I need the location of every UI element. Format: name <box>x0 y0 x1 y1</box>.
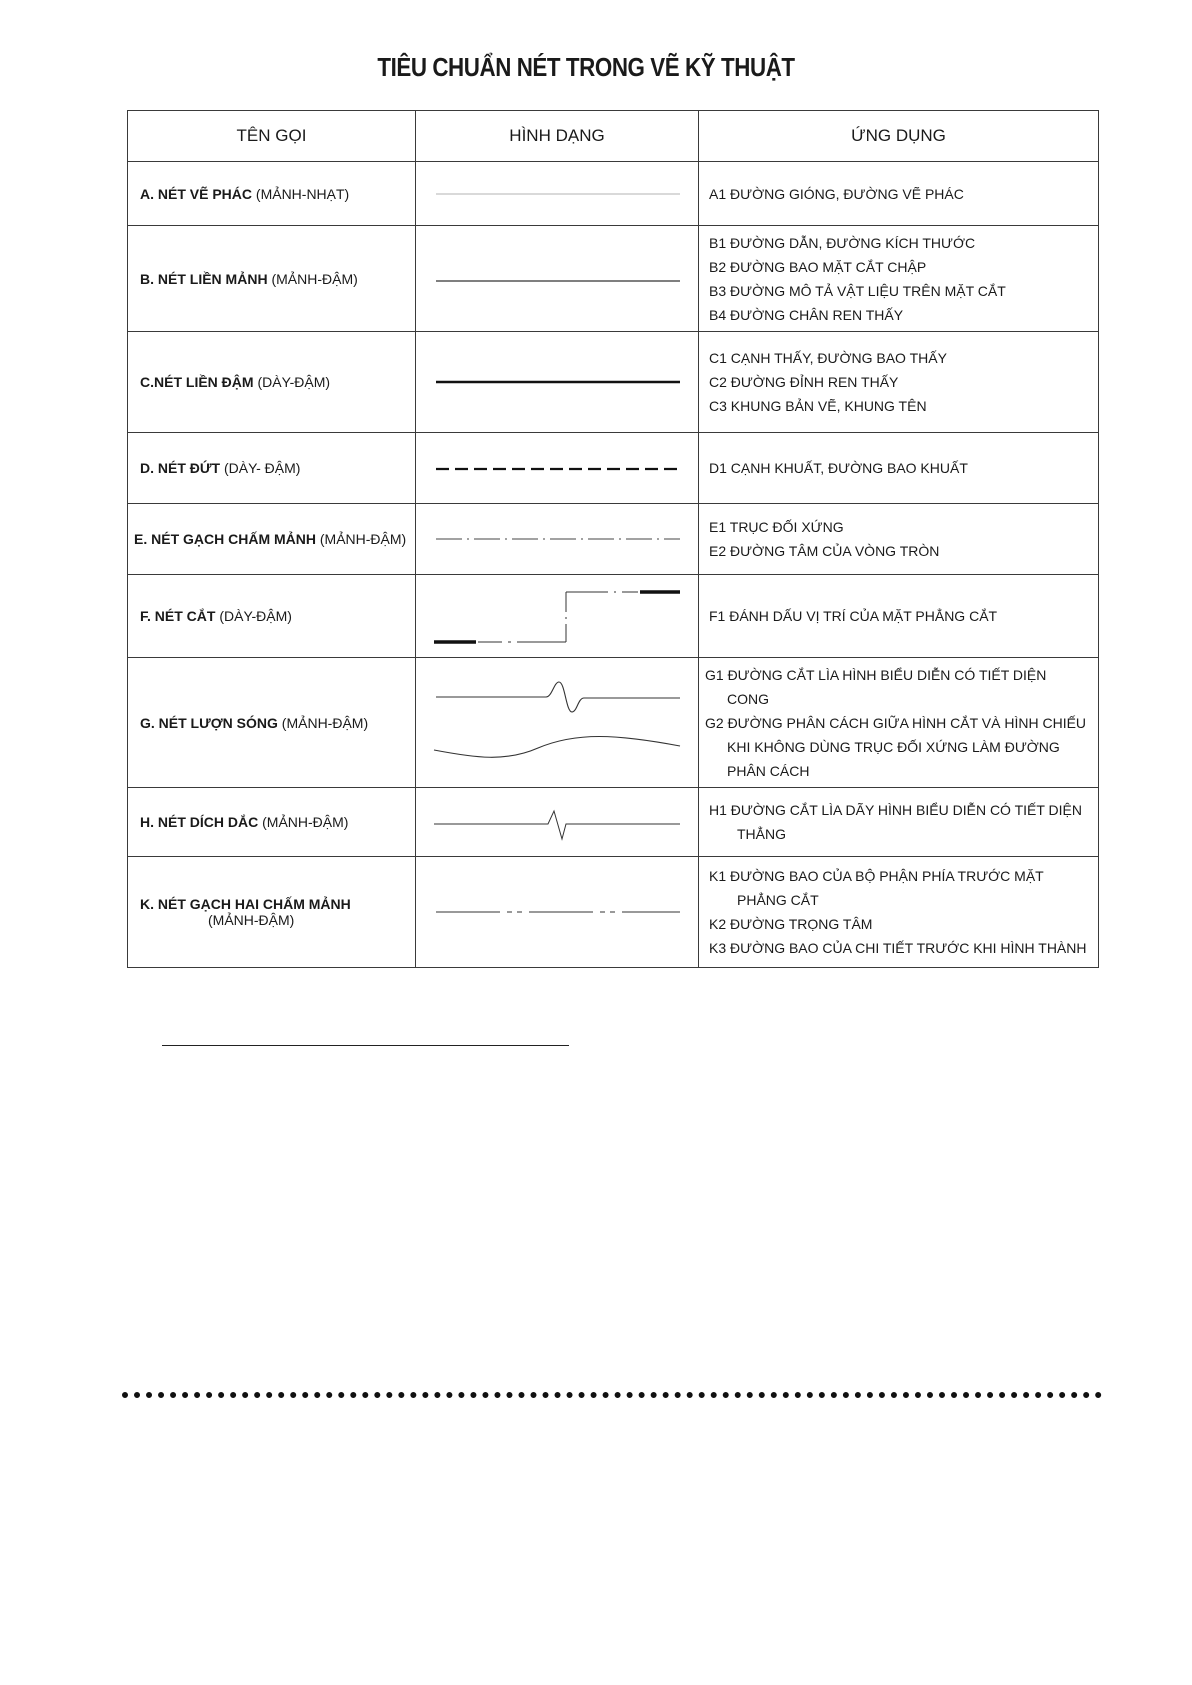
dash-dot-line-icon <box>416 504 699 575</box>
row-name: G. NÉT LƯỢN SÓNG (MẢNH-ĐẬM) <box>128 658 416 788</box>
row-applications <box>699 332 1099 433</box>
dash-double-dot-line-icon <box>416 857 699 968</box>
application-item: E2 ĐƯỜNG TÂM CỦA VÒNG TRÒN <box>709 543 940 559</box>
table-row <box>128 504 1099 575</box>
page-title: TIÊU CHUẨN NÉT TRONG VẼ KỸ THUẬT <box>377 52 795 82</box>
table-row <box>128 332 1099 433</box>
application-item: G1 ĐƯỜNG CẮT LÌA HÌNH BIỂU DIỄN CÓ TIẾT DIỆN <box>705 666 1047 683</box>
row-applications <box>699 433 1099 504</box>
row-name: A. NÉT VẼ PHÁC (MẢNH-NHẠT) <box>128 162 416 226</box>
table-row <box>128 788 1099 857</box>
dashed-line-icon <box>416 433 699 504</box>
row-name: H. NÉT DÍCH DẮC (MẢNH-ĐẬM) <box>128 788 416 857</box>
table-row <box>128 162 1099 226</box>
row-applications <box>699 504 1099 575</box>
cutting-plane-line-icon <box>416 575 699 658</box>
application-item: C2 ĐƯỜNG ĐỈNH REN THẤY <box>709 374 899 390</box>
row-applications <box>699 162 1099 226</box>
table-header-row <box>128 111 1099 162</box>
row-applications <box>699 658 1099 788</box>
row-name: K. NÉT GẠCH HAI CHẤM MẢNH (MẢNH-ĐẬM) <box>128 857 416 968</box>
row-name: E. NÉT GẠCH CHẤM MẢNH (MẢNH-ĐẬM) <box>128 504 416 575</box>
application-item: H1 ĐƯỜNG CẮT LÌA DÃY HÌNH BIỂU DIỄN CÓ TIẾT DIỆN <box>709 802 1083 818</box>
application-item: K2 ĐƯỜNG TRỌNG TÂM <box>709 916 873 932</box>
row-name: D. NÉT ĐỨT (DÀY- ĐẬM) <box>128 433 416 504</box>
application-item: G2 ĐƯỜNG PHÂN CÁCH GIỮA HÌNH CẮT VÀ HÌNH CHIẾU <box>705 714 1087 731</box>
header-shape: HÌNH DẠNG <box>416 111 699 162</box>
header-name: TÊN GỌI <box>128 111 416 162</box>
row-name: B. NÉT LIỀN MẢNH (MẢNH-ĐẬM) <box>128 226 416 332</box>
wavy-line-icon <box>416 658 699 788</box>
row-applications <box>699 857 1099 968</box>
application-item: B1 ĐƯỜNG DẪN, ĐƯỜNG KÍCH THƯỚC <box>709 234 976 251</box>
table-row <box>128 658 1099 788</box>
application-item: B4 ĐƯỜNG CHÂN REN THẤY <box>709 306 904 323</box>
application-item: E1 TRỤC ĐỐI XỨNG <box>709 519 844 535</box>
table-row <box>128 857 1099 968</box>
row-applications <box>699 575 1099 658</box>
row-applications <box>699 788 1099 857</box>
zigzag-line-icon <box>416 788 699 857</box>
line-standards-table <box>127 110 1099 968</box>
application-item: CONG <box>727 690 769 707</box>
application-item: C3 KHUNG BẢN VẼ, KHUNG TÊN <box>709 398 927 414</box>
table-row <box>128 575 1099 658</box>
application-item: D1 CẠNH KHUẤT, ĐƯỜNG BAO KHUẤT <box>709 460 968 476</box>
application-item: C1 CẠNH THẤY, ĐƯỜNG BAO THẤY <box>709 350 947 366</box>
footnote-separator-line <box>162 1045 569 1046</box>
application-item: PHẲNG CẮT <box>737 892 819 908</box>
application-item: B2 ĐƯỜNG BAO MẶT CẮT CHẬP <box>709 258 927 275</box>
application-item: K1 ĐƯỜNG BAO CỦA BỘ PHẬN PHÍA TRƯỚC MẶT <box>709 868 1044 884</box>
thin-solid-line-icon <box>416 226 699 332</box>
table-row <box>128 226 1099 332</box>
application-item: THẲNG <box>737 826 786 842</box>
header-application: ỨNG DỤNG <box>699 111 1099 162</box>
thick-solid-line-icon <box>416 332 699 433</box>
row-name: C.NÉT LIỀN ĐẬM (DÀY-ĐẬM) <box>128 332 416 433</box>
application-item: A1 ĐƯỜNG GIÓNG, ĐƯỜNG VẼ PHÁC <box>709 185 964 202</box>
table-row <box>128 433 1099 504</box>
application-item: B3 ĐƯỜNG MÔ TẢ VẬT LIỆU TRÊN MẶT CẮT <box>709 282 1006 299</box>
row-applications <box>699 226 1099 332</box>
thin-light-line-icon <box>416 162 699 226</box>
dotted-cut-line <box>122 1392 1102 1398</box>
application-item: K3 ĐƯỜNG BAO CỦA CHI TIẾT TRƯỚC KHI HÌNH THÀNH <box>709 940 1087 956</box>
application-item: PHÂN CÁCH <box>727 762 810 779</box>
row-name: F. NÉT CẮT (DÀY-ĐẬM) <box>128 575 416 658</box>
application-item: F1 ĐÁNH DẤU VỊ TRÍ CỦA MẶT PHẲNG CẮT <box>709 608 998 624</box>
application-item: KHI KHÔNG DÙNG TRỤC ĐỐI XỨNG LÀM ĐƯỜNG <box>727 738 1060 755</box>
